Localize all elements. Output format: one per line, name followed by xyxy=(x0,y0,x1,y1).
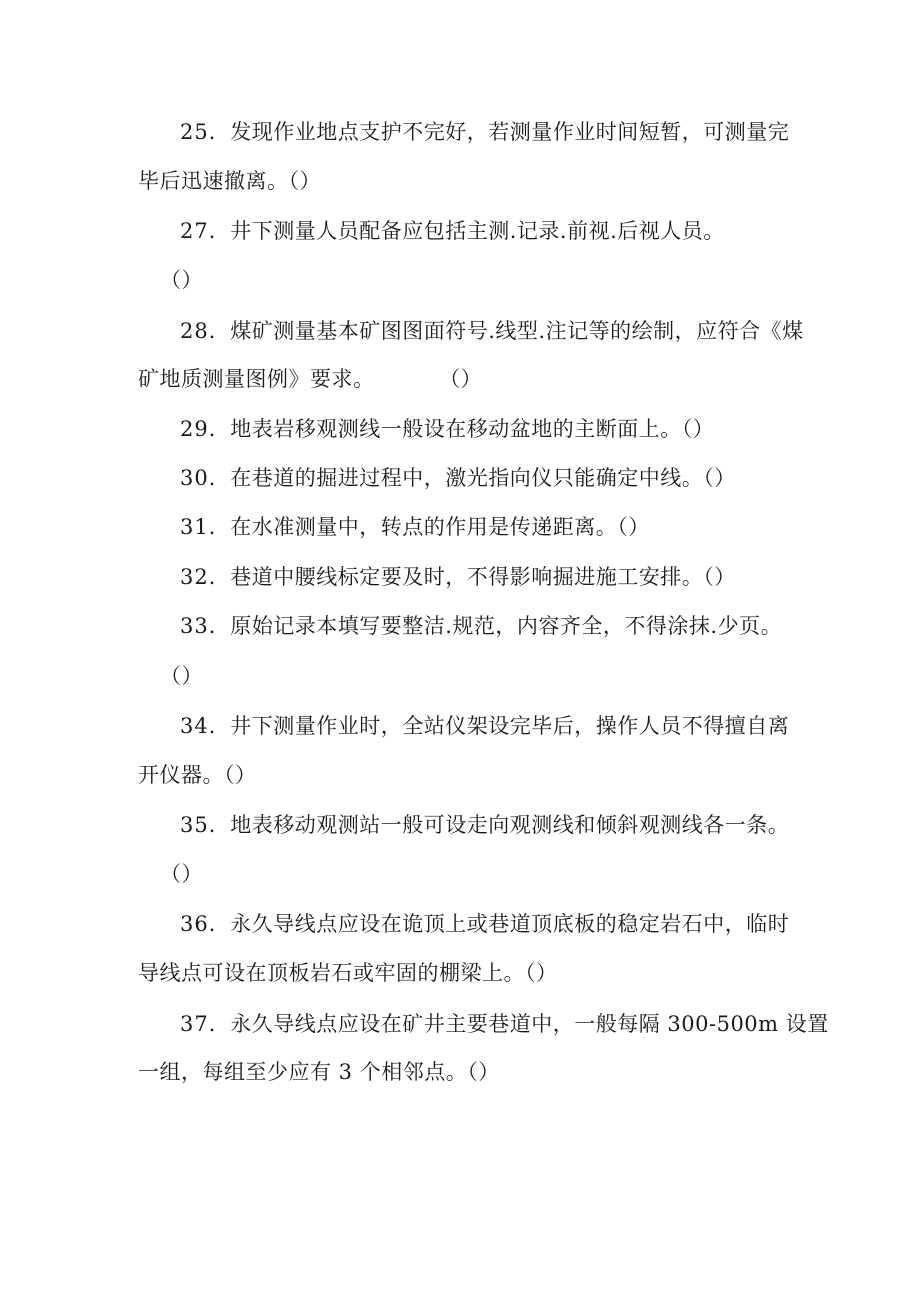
question-number: 36 xyxy=(180,912,209,936)
question-number: 37 xyxy=(180,1012,209,1036)
question-number: 32 xyxy=(180,565,209,589)
question-35-line-2: （） xyxy=(160,862,203,886)
question-34-line-2: 开仪器。（） xyxy=(138,763,257,787)
question-36-line-1 xyxy=(0,909,920,939)
question-number: 35 xyxy=(180,813,209,837)
question-37-line-1 xyxy=(0,1009,920,1039)
question-text: ．巷道中腰线标定要及时，不得影响掘进施工安排。（） xyxy=(208,565,736,589)
question-36-line-2: 导线点可设在顶板岩石或牢固的棚梁上。（） xyxy=(138,961,558,985)
question-28-line-1 xyxy=(0,316,920,346)
question-33-line-2: （） xyxy=(160,664,203,688)
question-27-line-1 xyxy=(0,216,920,246)
question-25-line-1 xyxy=(0,117,920,147)
question-number: 28 xyxy=(180,319,209,343)
question-text: ．煤矿测量基本矿图图面符号.线型.注记等的绘制，应符合《煤 xyxy=(208,319,804,343)
question-text: ．发现作业地点支护不完好，若测量作业时间短暂，可测量完 xyxy=(208,120,790,144)
question-text: ．原始记录本填写要整洁.规范，内容齐全，不得涂抹.少页。 xyxy=(208,614,783,638)
question-number: 34 xyxy=(180,714,209,738)
question-33-line-1 xyxy=(0,611,920,641)
question-number: 30 xyxy=(180,466,209,490)
question-text: ．井下测量作业时，全站仪架设完毕后，操作人员不得擅自离 xyxy=(208,714,790,738)
question-text: ．井下测量人员配备应包括主测.记录.前视.后视人员。 xyxy=(208,219,725,243)
question-25-line-2: 毕后迅速撤离。（） xyxy=(138,169,321,193)
question-28-line-2: 矿地质测量图例》要求。 （） xyxy=(138,367,483,391)
question-29-line-1 xyxy=(0,414,920,444)
question-number: 31 xyxy=(180,515,209,539)
question-27-line-2: （） xyxy=(160,268,203,292)
question-text: ．地表岩移观测线一般设在移动盆地的主断面上。（） xyxy=(208,417,715,441)
question-35-line-1 xyxy=(0,810,920,840)
question-number: 33 xyxy=(180,614,209,638)
question-30-line-1 xyxy=(0,463,920,493)
question-32-line-1 xyxy=(0,562,920,592)
question-text: ．永久导线点应设在诡顶上或巷道顶底板的稳定岩石中，临时 xyxy=(208,912,790,936)
question-text: ．在巷道的掘进过程中，激光指向仪只能确定中线。（） xyxy=(208,466,736,490)
question-34-line-1 xyxy=(0,711,920,741)
question-number: 27 xyxy=(180,219,209,243)
question-number: 25 xyxy=(180,120,209,144)
question-31-line-1 xyxy=(0,512,920,542)
question-37-line-2: 一组，每组至少应有 3 个相邻点。（） xyxy=(138,1060,500,1084)
question-number: 29 xyxy=(180,417,209,441)
question-text: ．永久导线点应设在矿井主要巷道中，一般每隔 300-500m 设置 xyxy=(208,1012,829,1036)
question-text: ．地表移动观测站一般可设走向观测线和倾斜观测线各一条。 xyxy=(208,813,790,837)
question-text: ．在水准测量中，转点的作用是传递距离。（） xyxy=(208,515,650,539)
